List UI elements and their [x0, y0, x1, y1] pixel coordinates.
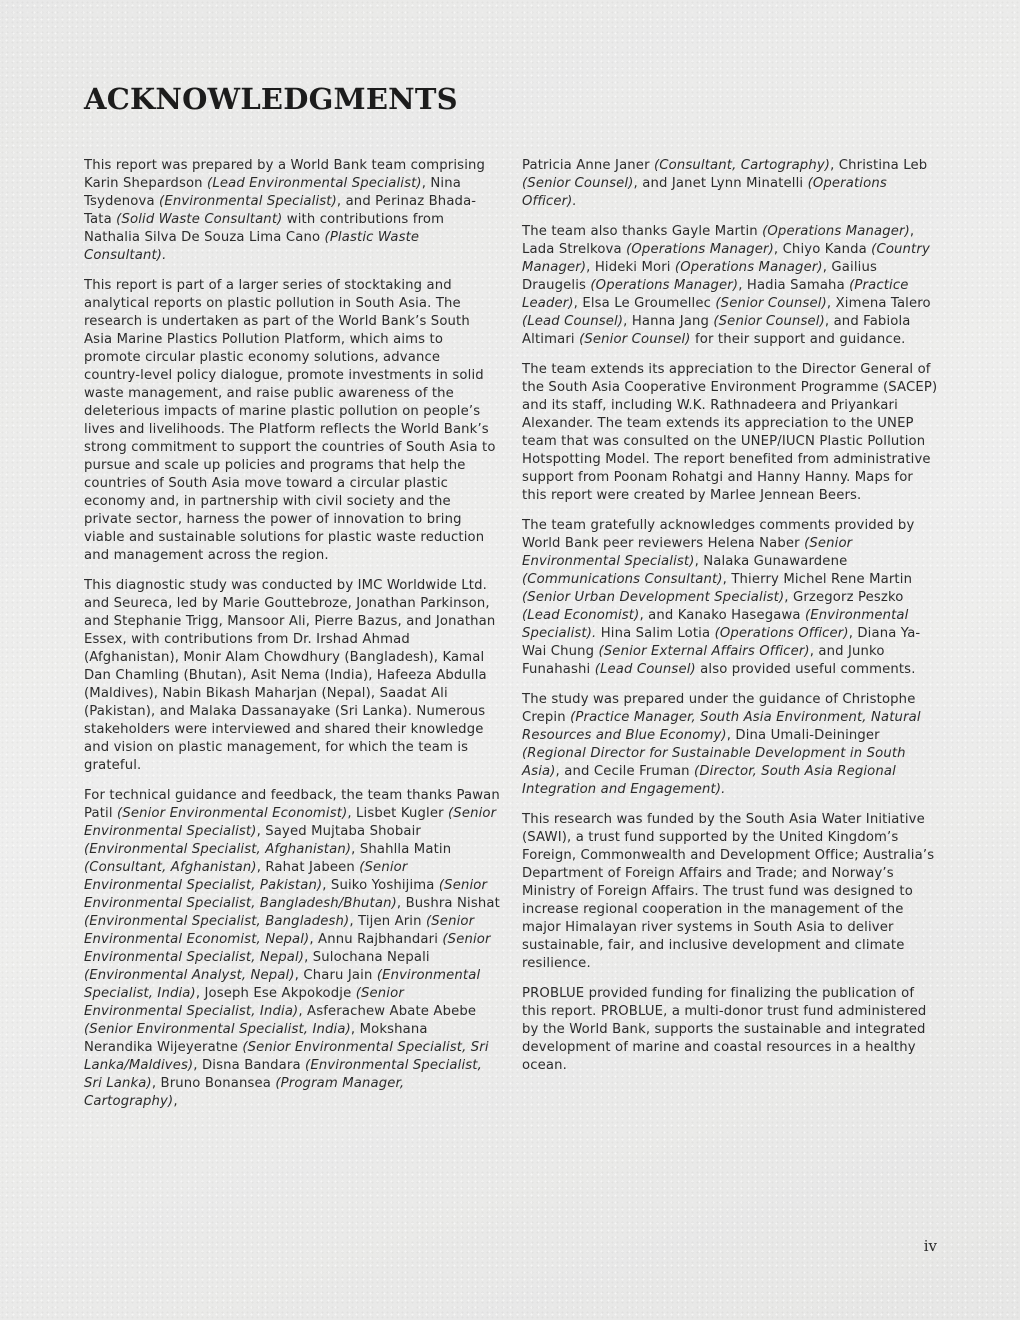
body-text: , Dina Umali-Deininger	[726, 728, 880, 743]
role-text: (Senior Environmental Specialist, India)	[84, 1022, 351, 1037]
role-text: (Consultant, Afghanistan)	[84, 860, 257, 875]
paragraph-series	[84, 277, 500, 565]
role-text: (Senior Environmental Specialist, Pakistan)	[84, 860, 408, 893]
page-title: ACKNOWLEDGMENTS	[84, 82, 458, 116]
body-text: , Bruno Bonansea	[151, 1076, 276, 1091]
role-text: (Senior Counsel)	[715, 296, 827, 311]
body-text: , Hanna Jang	[623, 314, 714, 329]
body-text: , and Perinaz Bhada-Tata	[84, 194, 477, 227]
role-text: (Operations Manager)	[590, 278, 739, 293]
body-text: , Christina Leb	[830, 158, 928, 173]
body-text: , Asferachew Abate Abebe	[298, 1004, 477, 1019]
role-text: (Program Manager, Cartography)	[84, 1076, 405, 1109]
body-text: , Grzegorz Peszko	[784, 590, 904, 605]
role-text: (Operations Manager)	[674, 260, 823, 275]
role-text: (Solid Waste Consultant)	[116, 212, 283, 227]
paragraph-peer-reviewers	[522, 517, 940, 679]
role-text: (Director, South Asia Regional Integration and Engagement).	[522, 764, 896, 797]
role-text: (Communications Consultant)	[522, 572, 723, 587]
left-column	[84, 157, 500, 1123]
role-text: (Operations Manager)	[626, 242, 774, 257]
body-text: For technical guidance and feedback, the team thanks Pawan Patil	[84, 788, 500, 821]
role-text: (Operations Officer)	[714, 626, 849, 641]
body-text: with contributions from Nathalia Silva De Souza Lima Cano	[84, 212, 445, 245]
role-text: (Senior Environmental Specialist, Nepal)	[84, 932, 491, 965]
body-text: , and Junko Funahashi	[522, 644, 885, 677]
body-text: , Hadia Samaha	[738, 278, 850, 293]
body-text: , Mokshana Nerandika Wijeyeratne	[84, 1022, 428, 1055]
role-text: (Lead Economist)	[522, 608, 640, 623]
paragraph-funding-problue	[522, 985, 940, 1075]
role-text: (Environmental Specialist, India)	[84, 968, 481, 1001]
body-text: , Nina Tsydenova	[84, 176, 461, 209]
role-text: (Environmental Specialist, Afghanistan)	[84, 842, 352, 857]
body-text: , Diana Ya-Wai Chung	[522, 626, 921, 659]
body-text: This research was funded by the South Asia Water Initiative (SAWI), a trust fund supported by the United Kingdom’s Foreign, Commonwealth and Development Office; Australia’s Department of Foreign Affairs and Trade; and Norway’s Ministry of Foreign Affairs. The trust fund was designed to increase regional cooperation in the management of the major Himalayan river systems in South Asia to deliver sustainable, fair, and inclusive development and climate resilience.	[522, 812, 935, 971]
role-text: (Environmental Specialist).	[522, 608, 909, 641]
body-text: The team extends its appreciation to the Director General of the South Asia Cooperative Environment Programme (SACEP) and its staff, including W.K. Rathnadeera and Priyankari Alexander. The team extends its appreciation to the UNEP team that was consulted on the UNEP/IUCN Plastic Pollution Hotspotting Model. The report benefited from administrative support from Poonam Rohatgi and Hanny Hanny. Maps for this report were created by Marlee Jennean Beers.	[522, 362, 938, 503]
role-text: (Senior Environmental Specialist)	[522, 536, 853, 569]
paragraph-technical-guidance	[84, 787, 500, 1111]
body-text: , Hideki Mori	[586, 260, 675, 275]
body-text: , Elsa Le Groumellec	[573, 296, 716, 311]
role-text: (Senior Counsel)	[522, 176, 634, 191]
body-text: , Disna Bandara	[193, 1058, 306, 1073]
body-text: , Sulochana Nepali	[304, 950, 430, 965]
role-text: (Country Manager)	[522, 242, 930, 275]
role-text: (Environmental Specialist, Sri Lanka)	[84, 1058, 482, 1091]
paragraph-team-thanks	[522, 223, 940, 349]
body-text: , Charu Jain	[294, 968, 377, 983]
body-text: , and Cecile Fruman	[555, 764, 695, 779]
body-text: , Chiyo Kanda	[773, 242, 872, 257]
role-text: (Regional Director for Sustainable Development in South Asia)	[522, 746, 906, 779]
body-text: , Shahlla Matin	[351, 842, 452, 857]
role-text: (Senior Environmental Economist)	[117, 806, 348, 821]
role-text: (Operations Officer).	[522, 176, 887, 209]
role-text: (Practice Leader)	[522, 278, 909, 311]
page-number: iv	[923, 1237, 937, 1255]
body-text: , and Fabiola Altimari	[522, 314, 911, 347]
role-text: (Operations Manager)	[762, 224, 910, 239]
role-text: (Senior Urban Development Specialist)	[522, 590, 785, 605]
role-text: (Senior Counsel)	[713, 314, 825, 329]
body-text: PROBLUE provided funding for finalizing the publication of this report. PROBLUE, a multi-donor trust fund administered by the World Bank, supports the sustainable and integrated development of marine and coastal resources in a healthy ocean.	[522, 986, 927, 1073]
body-text: , Suiko Yoshijima	[322, 878, 439, 893]
body-text: Hina Salim Lotia	[596, 626, 715, 641]
body-text: , Nalaka Gunawardene	[694, 554, 848, 569]
body-text: , Rahat Jabeen	[256, 860, 360, 875]
body-text: , Thierry Michel Rene Martin	[722, 572, 913, 587]
body-text: for their support and guidance.	[690, 332, 906, 347]
body-text: also provided useful comments.	[695, 662, 916, 677]
body-text: The study was prepared under the guidance of Christophe Crepin	[522, 692, 916, 725]
role-text: (Lead Counsel)	[522, 314, 624, 329]
body-text: , Lisbet Kugler	[347, 806, 448, 821]
paragraph-funding-sawi	[522, 811, 940, 973]
body-text: , Annu Rajbhandari	[309, 932, 443, 947]
paragraph-diagnostic-study	[84, 577, 500, 775]
body-text: This report is part of a larger series of stocktaking and analytical reports on plastic pollution in South Asia. The research is undertaken as part of the World Bank’s South Asia Marine Plastics Pollution Platform, which aims to promote circular plastic economy solutions, advance country-level policy dialogue, promote investments in solid waste management, and raise public awareness of the deleterious impacts of marine plastic pollution on people’s lives and livelihoods. The Platform reflects the World Bank’s strong commitment to support the countries of South Asia to pursue and scale up policies and programs that help the countries of South Asia move toward a circular plastic economy and, in partnership with civil society and the private sector, harness the power of innovation to bring viable and sustainable solutions for plastic waste reduction and management across the region.	[84, 278, 496, 563]
role-text: (Senior Environmental Specialist)	[84, 806, 497, 839]
body-text: Patricia Anne Janer	[522, 158, 654, 173]
body-text: , Tijen Arin	[349, 914, 426, 929]
role-text: (Senior Environmental Economist, Nepal)	[84, 914, 475, 947]
body-text: This report was prepared by a World Bank team comprising Karin Shepardson	[84, 158, 486, 191]
body-text: , Bushra Nishat	[396, 896, 500, 911]
body-text: , Joseph Ese Akpokodje	[195, 986, 356, 1001]
paragraph-team	[84, 157, 500, 265]
paragraph-guidance-continued	[522, 157, 940, 211]
role-text: (Plastic Waste Consultant).	[84, 230, 420, 263]
paragraph-appreciation	[522, 361, 940, 505]
role-text: (Senior Counsel)	[579, 332, 691, 347]
body-text: The team also thanks Gayle Martin	[522, 224, 763, 239]
body-text: , Lada Strelkova	[522, 224, 915, 257]
paragraph-guidance	[522, 691, 940, 799]
role-text: (Practice Manager, South Asia Environment, Natural Resources and Blue Economy)	[522, 710, 921, 743]
role-text: (Senior Environmental Specialist, Sri Lanka/Maldives)	[84, 1040, 489, 1073]
role-text: (Senior Environmental Specialist, India)	[84, 986, 404, 1019]
role-text: (Environmental Analyst, Nepal)	[84, 968, 295, 983]
role-text: (Lead Counsel)	[594, 662, 696, 677]
role-text: (Senior Environmental Specialist, Bangladesh/Bhutan)	[84, 878, 488, 911]
role-text: (Lead Environmental Specialist)	[207, 176, 422, 191]
body-text: The team gratefully acknowledges comments provided by World Bank peer reviewers Helena Naber	[522, 518, 915, 551]
body-text: , Ximena Talero	[826, 296, 931, 311]
role-text: (Consultant, Cartography)	[653, 158, 831, 173]
body-text: , and Kanako Hasegawa	[639, 608, 805, 623]
body-text: , Sayed Mujtaba Shobair	[256, 824, 421, 839]
role-text: (Environmental Specialist, Bangladesh)	[84, 914, 350, 929]
body-text: This diagnostic study was conducted by IMC Worldwide Ltd. and Seureca, led by Marie Gouttebroze, Jonathan Parkinson, and Stephanie Trigg, Mansoor Ali, Pierre Bazus, and Jonathan Essex, with contributions from Dr. Irshad Ahmad (Afghanistan), Monir Alam Chowdhury (Bangladesh), Kamal Dan Chamling (Bhutan), Asit Nema (India), Hafeeza Abdulla (Maldives), Nabin Bikash Maharjan (Nepal), Saadat Ali (Pakistan), and Malaka Dassanayake (Sri Lanka). Numerous stakeholders were interviewed and shared their knowledge and vision on plastic management, for which the team is grateful.	[84, 578, 496, 773]
body-text: ,	[173, 1094, 178, 1109]
right-column	[522, 157, 940, 1087]
role-text: (Senior External Affairs Officer)	[598, 644, 810, 659]
body-text: , Gailius Draugelis	[522, 260, 877, 293]
role-text: (Environmental Specialist)	[159, 194, 337, 209]
body-text: , and Janet Lynn Minatelli	[633, 176, 808, 191]
